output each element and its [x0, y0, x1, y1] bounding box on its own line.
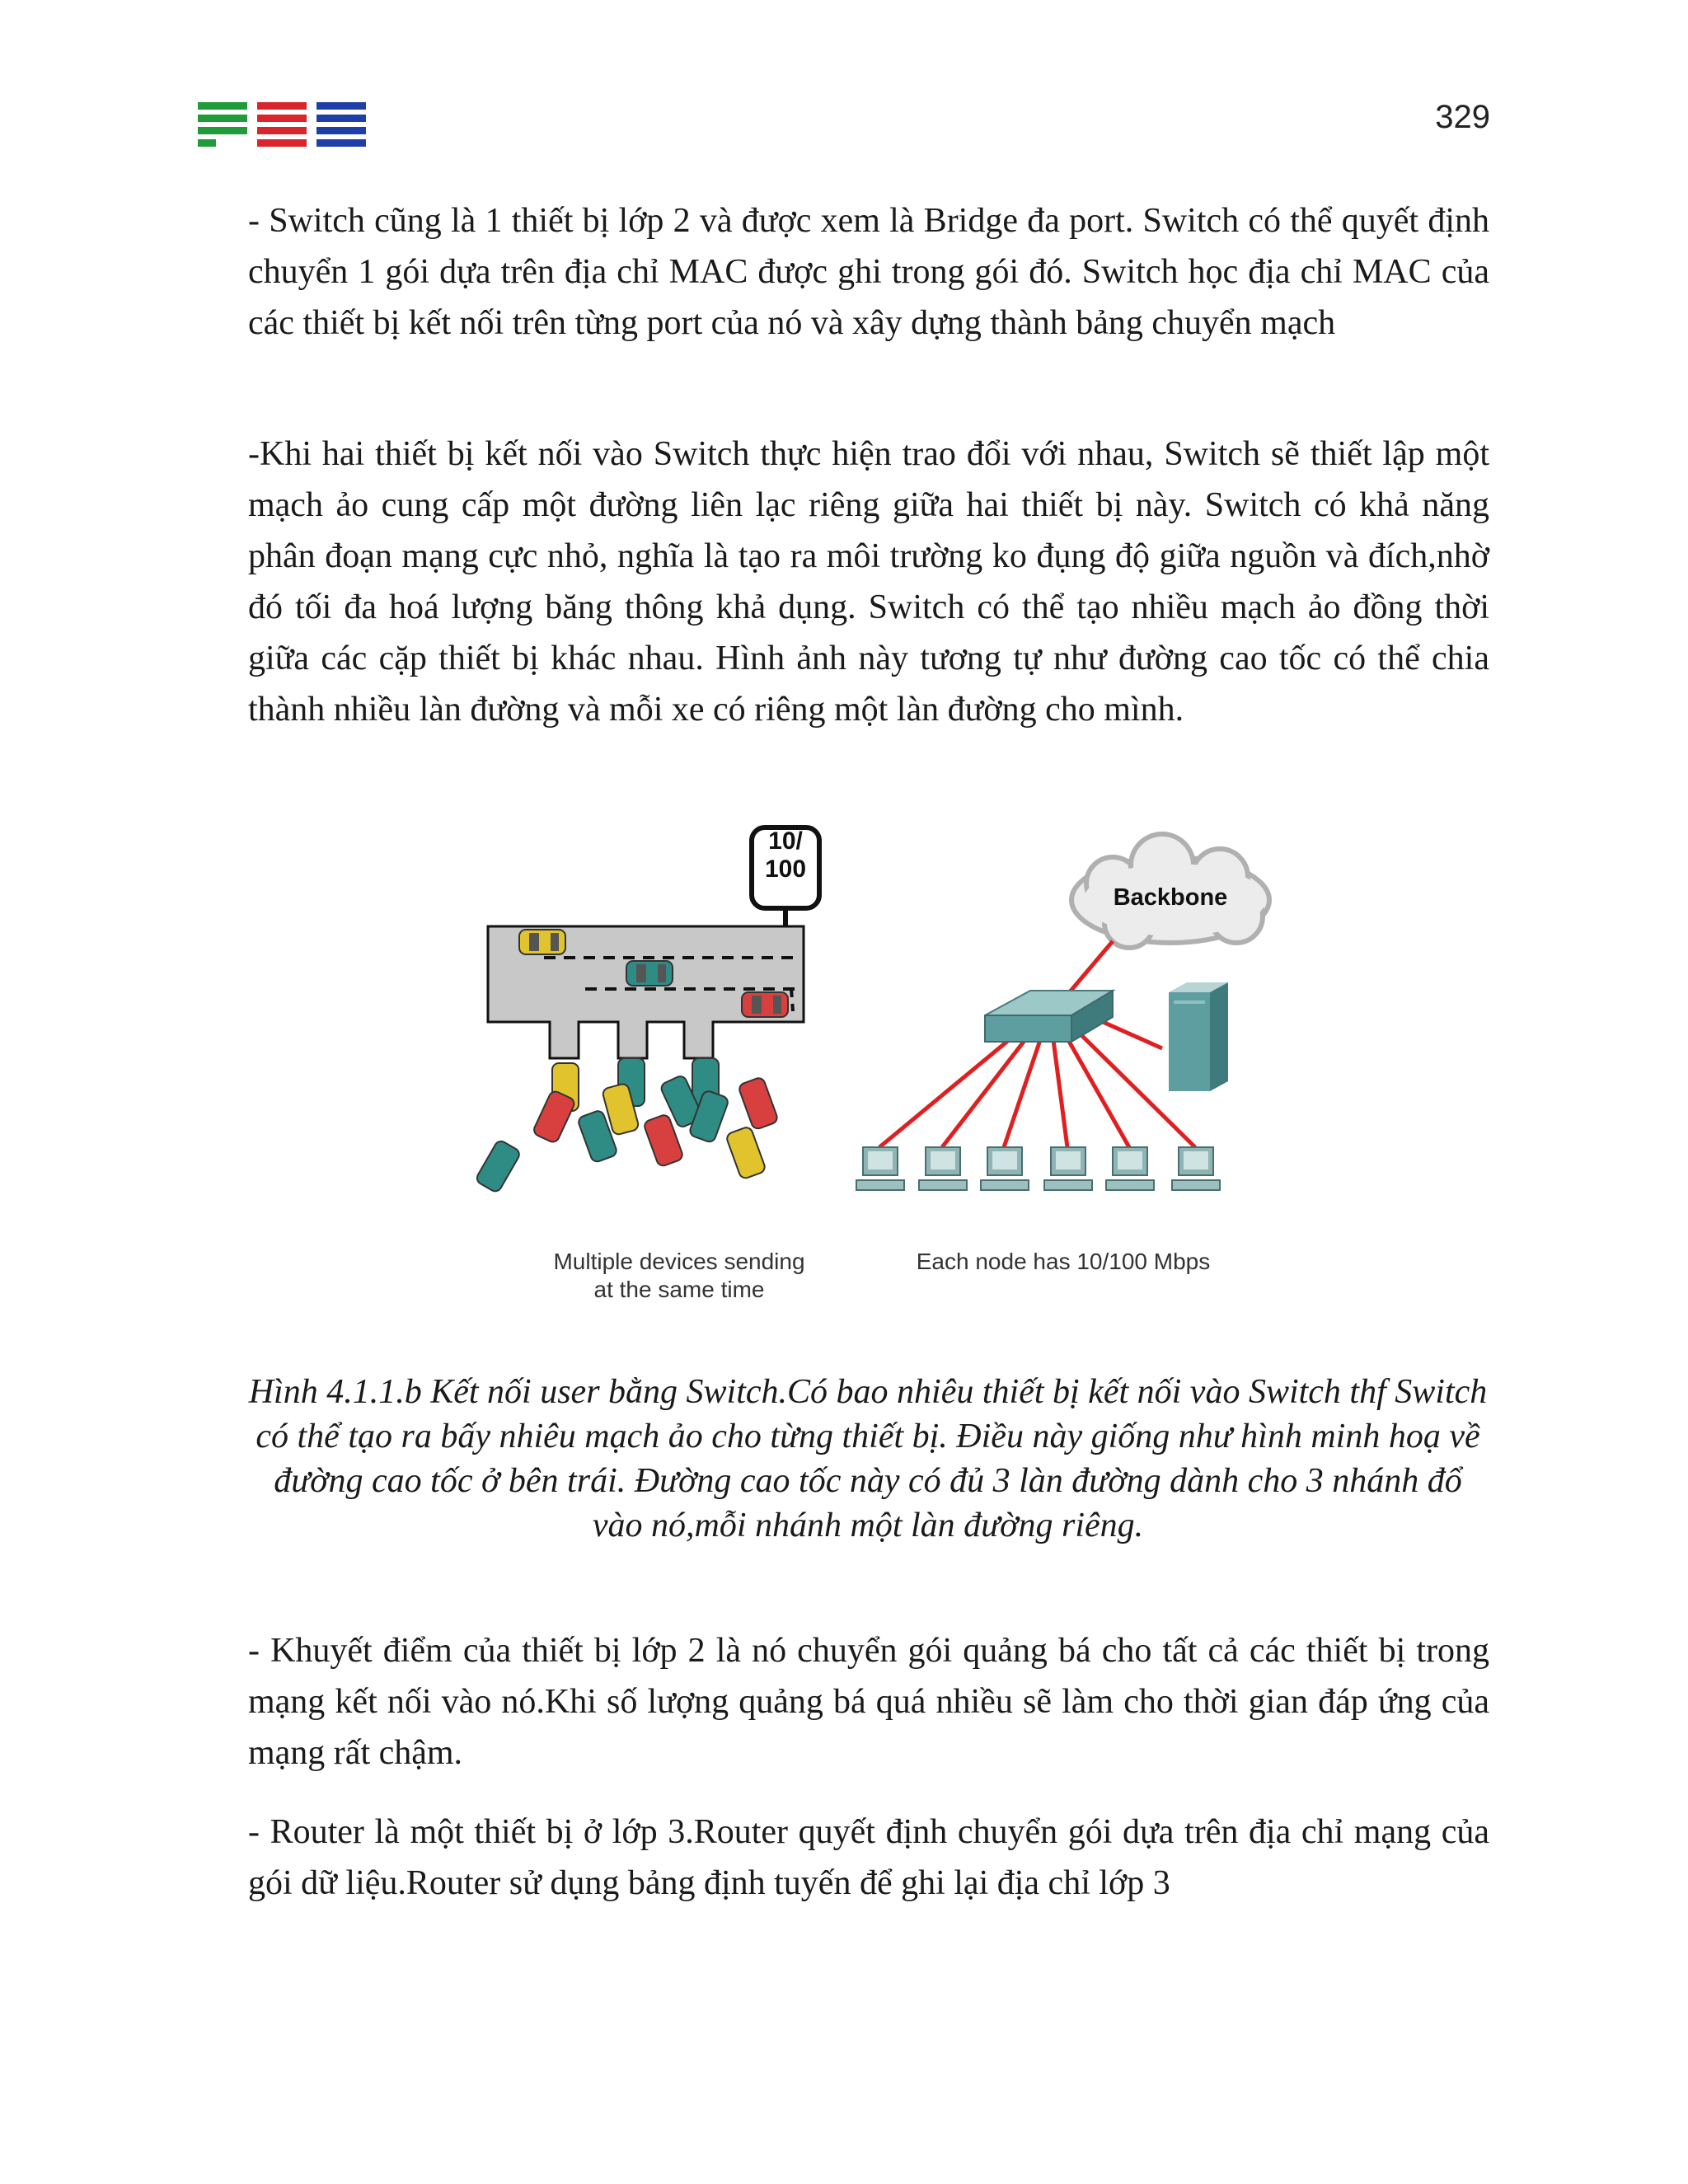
switch-figure [453, 818, 1319, 1312]
figure-caption: Hình 4.1.1.b Kết nối user bằng Switch.Có bao nhiêu thiết bị kết nối vào Switch thf Switch có thể tạo ra bấy nhiêu mạch ảo cho từng thiết bị. Điều này giống như hình minh hoạ về đường cao tốc ở bên trái. Đường cao tốc này có đủ 3 làn đường dành cho 3 nhánh đổ vào nó,mỗi nhánh một làn đường riêng. [248, 1373, 1488, 1544]
car-icon [725, 1126, 767, 1179]
computer-icon [1044, 1147, 1092, 1190]
car-icon [626, 961, 673, 986]
switch-icon [985, 991, 1113, 1042]
computer-icon [856, 1147, 904, 1190]
network-caption: Each node has 10/100 Mbps [916, 1249, 1211, 1274]
paragraph-virtual-circuit: -Khi hai thiết bị kết nối vào Switch thực hiện trao đổi với nhau, Switch sẽ thiết lập một mạch ảo cung cấp một đường liên lạc riêng giữa hai thiết bị này. Switch có khả năng phân đoạn mạng cực nhỏ, nghĩa là tạo ra môi trường ko đụng độ giữa nguồn và đích,nhờ đó tối đa hoá lượng băng thông khả dụng. Switch có thể tạo nhiều mạch ảo đồng thời giữa các cặp thiết bị khác nhau. Hình ảnh này tương tự như đường cao tốc có thể chia thành nhiều làn đường và mỗi xe có riêng một làn đường cho mình. [248, 435, 1489, 729]
server-icon [1169, 982, 1228, 1091]
car-icon [738, 1076, 779, 1130]
highway-caption [490, 1248, 869, 1304]
computer-icon [1106, 1147, 1154, 1190]
highway-caption-line2: at the same time [593, 1277, 765, 1302]
paragraph-layer2-drawback: - Khuyết điểm của thiết bị lớp 2 là nó chuyển gói quảng bá cho tất cả các thiết bị trong mạng kết nối vào nó.Khi số lượng quảng bá quá nhiều sẽ làm cho thời gian đáp ứng của mạng rất chậm. [248, 1632, 1489, 1772]
car-icon [475, 1139, 522, 1193]
page-number: 329 [1435, 99, 1490, 135]
paragraph-router: - Router là một thiết bị ở lớp 3.Router quyết định chuyển gói dựa trên địa chỉ mạng của gói dữ liệu.Router sử dụng bảng định tuyến để ghi lại địa chỉ lớp 3 [248, 1813, 1489, 1902]
backbone-label: Backbone [1113, 884, 1228, 911]
car-icon [519, 930, 565, 954]
speed-sign-line2: 100 [764, 855, 807, 883]
computer-icon [981, 1147, 1029, 1190]
network-links [879, 941, 1195, 1147]
computer-icon [1172, 1147, 1220, 1190]
paragraph-switch-intro: - Switch cũng là 1 thiết bị lớp 2 và được xem là Bridge đa port. Switch có thể quyết định chuyển 1 gói dựa trên địa chỉ MAC được ghi trong gói đó. Switch học địa chỉ MAC của các thiết bị kết nối trên từng port của nó và xây dựng thành bảng chuyển mạch [248, 202, 1489, 342]
computer-icon [919, 1147, 967, 1190]
speed-sign-label [753, 827, 818, 883]
car-icon [742, 992, 788, 1017]
pnh-logo [198, 102, 367, 148]
car-icon [532, 1090, 576, 1144]
highway-caption-line1: Multiple devices sending [553, 1249, 805, 1274]
speed-sign-line1: 10/ [768, 827, 803, 855]
